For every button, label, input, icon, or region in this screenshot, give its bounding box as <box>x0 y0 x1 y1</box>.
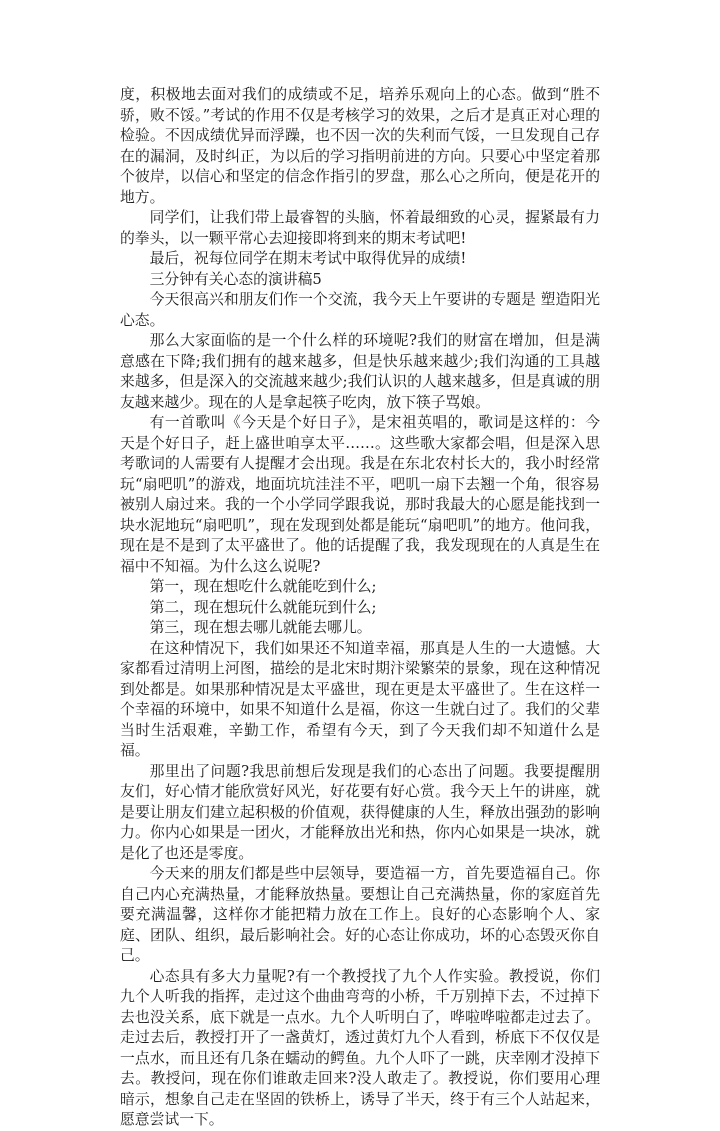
paragraph: 心态具有多大力量呢?有一个教授找了九个人作实验。教授说，你们九个人听我的指挥，走过这个曲曲弯弯的小桥，千万别掉下去，不过掉下去也没关系，底下就是一点水。九个人听明白了，哗啦哗啦都走过去了。走过去后，教授打开了一盏黄灯，透过黄灯九个人看到，桥底下不仅仅是一点水，而且还有几条在蠕动的鳄鱼。九个人吓了一跳，庆幸刚才没掉下去。教授问，现在你们谁敢走回来?没人敢走了。教授说，你们要用心理暗示，想象自己走在坚固的铁桥上，诱导了半天，终于有三个人站起来，愿意尝试一下。 <box>120 967 600 1128</box>
paragraph: 那么大家面临的是一个什么样的环境呢?我们的财富在增加，但是满意感在下降;我们拥有的越来越多，但是快乐越来越少;我们沟通的工具越来越多，但是深入的交流越来越少;我们认识的人越来越多，但是真诚的朋友越来越少。现在的人是拿起筷子吃肉，放下筷子骂娘。 <box>120 332 600 411</box>
paragraph: 今天来的朋友们都是些中层领导，要造福一方，首先要造福自己。你自己内心充满热量，才能释放热量。要想让自己充满热量，你的家庭首先要充满温馨，这样你才能把精力放在工作上。良好的心态影响个人、家庭、团队、组织，最后影响社会。好的心态让你成功，坏的心态毁灭你自己。 <box>120 865 600 964</box>
section-heading: 三分钟有关心态的演讲稿5 <box>149 270 322 288</box>
paragraph: 在这种情况下，我们如果还不知道幸福，那真是人生的一大遗憾。大家都看过清明上河图，描绘的是北宋时期汴梁繁荣的景象，现在这种情况到处都是。如果那种情况是太平盛世，现在更是太平盛世了。生在这样一个幸福的环境中，如果不知道什么是福，你这一生就白过了。我们的父辈当时生活艰难，辛勤工作，希望有今天，到了今天我们却不知道什么是福。 <box>120 639 600 759</box>
paragraph: 那里出了问题?我思前想后发现是我们的心态出了问题。我要提醒朋友们，好心情才能欣赏好风光，好花要有好心赏。我今天上午的讲座，就是要让朋友们建立起积极的价值观，获得健康的人生，释放出强劲的影响力。你内心如果是一团火，才能释放出光和热，你内心如果是一块冰，就是化了也还是零度。 <box>120 762 600 862</box>
document-body <box>120 85 600 1131</box>
list-item: 第二，现在想玩什么就能玩到什么; <box>149 598 377 616</box>
list-item: 第一，现在想吃什么就能吃到什么; <box>149 578 377 595</box>
list-item: 第三，现在想去哪儿就能去哪儿。 <box>149 619 372 636</box>
paragraph: 度，积极地去面对我们的成绩或不足，培养乐观向上的心态。做到“胜不骄，败不馁。”考试的作用不仅是考核学习的效果，之后才是真正对心理的检验。不因成绩优异而浮躁，也不因一次的失利而气馁，一旦发现自己存在的漏洞，及时纠正，为以后的学习指明前进的方向。只要心中坚定着那个彼岸，以信心和坚定的信念作指引的罗盘，那么心之所向，便是花开的地方。 <box>120 86 600 206</box>
paragraph: 最后，祝每位同学在期末考试中取得优异的成绩! <box>149 250 467 267</box>
paragraph: 同学们，让我们带上最睿智的头脑，怀着最细致的心灵，握紧最有力的拳头，以一颗平常心去迎接即将到来的期末考试吧! <box>120 209 600 247</box>
paragraph: 有一首歌叫《今天是个好日子》，是宋祖英唱的，歌词是这样的：今天是个好日子，赶上盛世咱享太平……。这些歌大家都会唱，但是深入思考歌词的人需要有人提醒才会出现。我是在东北农村长大的，我小时经常玩“扇吧叽”的游戏，地面坑坑洼洼不平，吧叽一扇下去翘一个角，很容易被别人扇过来。我的一个小学同学跟我说，那时我最大的心愿是能找到一块水泥地玩“扇吧叽”，现在发现到处都是能玩“扇吧叽”的地方。他问我，现在是不是到了太平盛世了。他的话提醒了我，我发现现在的人真是生在福中不知福。为什么这么说呢? <box>120 414 600 575</box>
paragraph: 今天很高兴和朋友们作一个交流，我今天上午要讲的专题是 塑造阳光心态。 <box>120 291 600 329</box>
